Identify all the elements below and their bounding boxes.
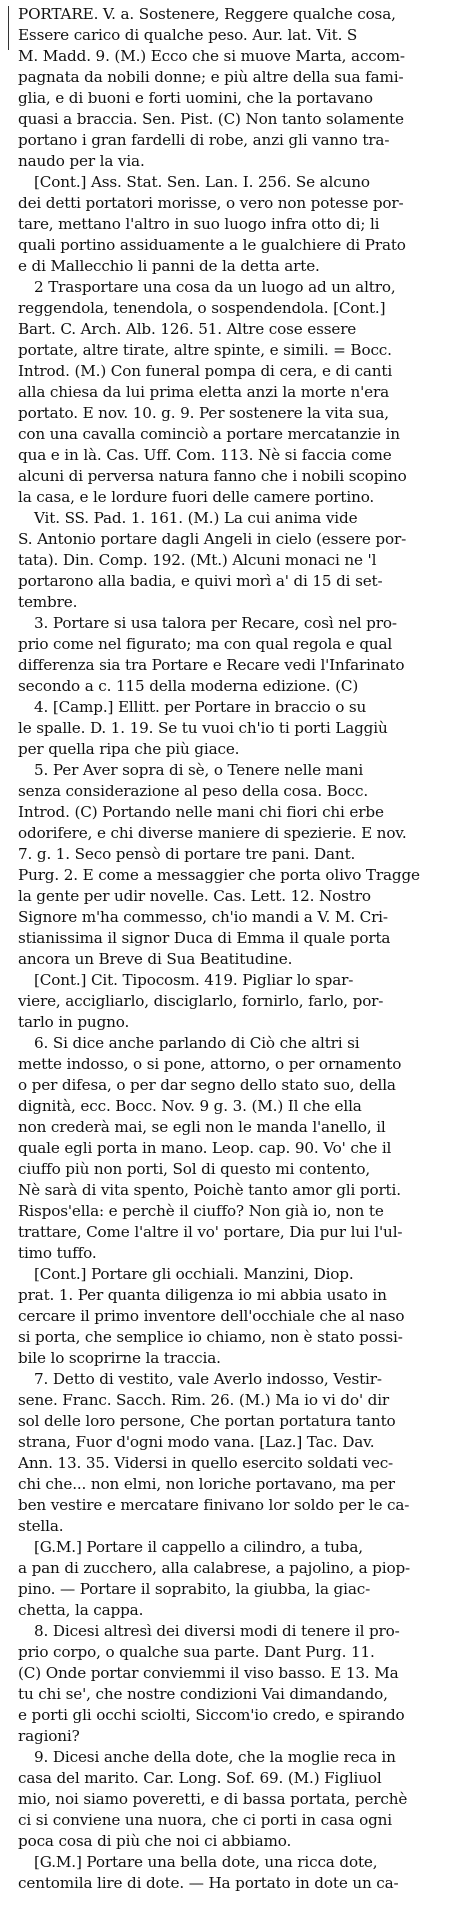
text-line: dei detti portatori morisse, o vero non potesse por- xyxy=(18,194,404,212)
text-line: portarono alla badia, e quivi morì a' di 15 di set- xyxy=(18,572,383,590)
text-line: sol delle loro persone, Che portan portatura tanto xyxy=(18,1412,396,1430)
text-line: portato. E nov. 10. g. 9. Per sostenere la vita sua, xyxy=(18,404,389,422)
text-line: prio corpo, o qualche sua parte. Dant Purg. 11. xyxy=(18,1643,375,1661)
text-line: centomila lire di dote. — Ha portato in dote un ca- xyxy=(18,1874,399,1892)
text-line: Essere carico di qualche peso. Aur. lat. Vit. S xyxy=(18,26,358,44)
text-line: 7. g. 1. Seco pensò di portare tre pani. Dant. xyxy=(18,845,356,863)
text-line: mio, noi siamo poveretti, e di bassa portata, perchè xyxy=(18,1790,408,1808)
text-line: 4. [Camp.] Ellitt. per Portare in braccio o su xyxy=(34,698,367,716)
text-line: a pan di zucchero, alla calabrese, a pajolino, a piop- xyxy=(18,1559,410,1577)
text-line: poca cosa di più che noi ci abbiamo. xyxy=(18,1832,292,1850)
text-line: pagnata da nobili donne; e più altre della sua fami- xyxy=(18,68,404,86)
text-line: secondo a c. 115 della moderna edizione. (C) xyxy=(18,677,359,695)
text-line: odorifere, e chi diverse maniere di spezierie. E nov. xyxy=(18,824,407,842)
text-line: tembre. xyxy=(18,593,78,611)
text-line: mette indosso, o si pone, attorno, o per ornamento xyxy=(18,1055,402,1073)
text-line: (C) Onde portar conviemmi il viso basso. E 13. Ma xyxy=(18,1664,399,1682)
text-line: naudo per la via. xyxy=(18,152,145,170)
text-line: ancora un Breve di Sua Beatitudine. xyxy=(18,950,293,968)
text-line: Signore m'ha commesso, ch'io mandi a V. M. Cri- xyxy=(18,908,388,926)
text-line: casa del marito. Car. Long. Sof. 69. (M.) Figliuol xyxy=(18,1769,382,1787)
text-line: Rispos'ella: e perchè il ciuffo? Non già io, non te xyxy=(18,1202,384,1220)
text-line: alcuni di perversa natura fanno che i nobili scopino xyxy=(18,467,407,485)
text-line: S. Antonio portare dagli Angeli in cielo (essere por- xyxy=(18,530,407,548)
text-line: 3. Portare si usa talora per Recare, così nel pro- xyxy=(34,614,397,632)
text-line: ragioni? xyxy=(18,1727,80,1745)
text-line: glia, e di buoni e forti uomini, che la portavano xyxy=(18,89,373,107)
text-line: Vit. SS. Pad. 1. 161. (M.) La cui anima vide xyxy=(34,509,358,527)
text-line: le spalle. D. 1. 19. Se tu vuoi ch'io ti porti Laggiù xyxy=(18,719,388,737)
text-line: Bart. C. Arch. Alb. 126. 51. Altre cose essere xyxy=(18,320,357,338)
text-line: Nè sarà di vita spento, Poichè tanto amor gli porti. xyxy=(18,1181,401,1199)
text-line: bile lo scoprirne la traccia. xyxy=(18,1349,221,1367)
text-line: differenza sia tra Portare e Recare vedi l'Infarinato xyxy=(18,656,405,674)
text-line: trattare, Come l'altre il vo' portare, Dia pur lui l'ul- xyxy=(18,1223,403,1241)
text-line: Introd. (M.) Con funeral pompa di cera, e di canti xyxy=(18,362,393,380)
text-line: ci si conviene una nuora, che ci porti in casa ogni xyxy=(18,1811,393,1829)
text-line: chi che... non elmi, non loriche portavano, ma per xyxy=(18,1475,395,1493)
text-line: stella. xyxy=(18,1517,64,1535)
text-line: [Cont.] Portare gli occhiali. Manzini, Diop. xyxy=(34,1265,354,1283)
text-line: alla chiesa da lui prima eletta anzi la morte n'era xyxy=(18,383,390,401)
text-line: timo tuffo. xyxy=(18,1244,97,1262)
text-line: qua e in là. Cas. Uff. Com. 113. Nè si faccia come xyxy=(18,446,392,464)
text-line: [Cont.] Cit. Tipocosm. 419. Pigliar lo spar- xyxy=(34,971,354,989)
text-line: si porta, che semplice io chiamo, non è stato possi- xyxy=(18,1328,403,1346)
text-line: tata). Din. Comp. 192. (Mt.) Alcuni monaci ne 'l xyxy=(18,551,377,569)
text-line: quali portino assiduamente a le gualchiere di Prato xyxy=(18,236,406,254)
text-line: la gente per udir novelle. Cas. Lett. 12. Nostro xyxy=(18,887,371,905)
text-line: 7. Detto di vestito, vale Averlo indosso, Vestir- xyxy=(34,1370,382,1388)
text-line: portano i gran fardelli di robe, anzi gli vanno tra- xyxy=(18,131,390,149)
text-line: la casa, e le lordure fuori delle camere portino. xyxy=(18,488,375,506)
text-line: M. Madd. 9. (M.) Ecco che si muove Marta, accom- xyxy=(18,47,405,65)
text-line: o per difesa, o per dar segno dello stato suo, della xyxy=(18,1076,396,1094)
text-line: quale egli porta in mano. Leop. cap. 90. Vo' che il xyxy=(18,1139,392,1157)
text-line: strana, Fuor d'ogni modo vana. [Laz.] Tac. Dav. xyxy=(18,1433,375,1451)
text-line: 6. Si dice anche parlando di Ciò che altri si xyxy=(34,1034,360,1052)
text-line: 8. Dicesi altresì dei diversi modi di tenere il pro- xyxy=(34,1622,400,1640)
text-line: chetta, la cappa. xyxy=(18,1601,144,1619)
text-line: cercare il primo inventore dell'occhiale che al naso xyxy=(18,1307,405,1325)
text-line: [Cont.] Ass. Stat. Sen. Lan. I. 256. Se alcuno xyxy=(34,173,370,191)
text-line: sene. Franc. Sacch. Rim. 26. (M.) Ma io vi do' dir xyxy=(18,1391,390,1409)
text-line: ben vestire e mercatare finivano lor soldo per le ca- xyxy=(18,1496,410,1514)
text-line: non crederà mai, se egli non le manda l'anello, il xyxy=(18,1118,386,1136)
dictionary-entry-portare xyxy=(18,4,456,1894)
text-line: per quella ripa che più giace. xyxy=(18,740,240,758)
text-line: dignità, ecc. Bocc. Nov. 9 g. 3. (M.) Il che ella xyxy=(18,1097,362,1115)
text-line: pino. — Portare il soprabito, la giubba, la giac- xyxy=(18,1580,371,1598)
text-line: 2 Trasportare una cosa da un luogo ad un altro, xyxy=(34,278,396,296)
text-line: reggendola, tenendola, o sospendendola. [Cont.] xyxy=(18,299,386,317)
text-line: stianissima il signor Duca di Emma il quale porta xyxy=(18,929,391,947)
text-line: quasi a braccia. Sen. Pist. (C) Non tanto solamente xyxy=(18,110,404,128)
text-line: e di Mallecchio li panni de la detta arte. xyxy=(18,257,320,275)
text-line: tare, mettano l'altro in suo luogo infra otto di; li xyxy=(18,215,380,233)
text-line: 5. Per Aver sopra di sè, o Tenere nelle mani xyxy=(34,761,364,779)
text-line: ciuffo più non porti, Sol di questo mi contento, xyxy=(18,1160,371,1178)
text-line: [G.M.] Portare una bella dote, una ricca dote, xyxy=(34,1853,378,1871)
text-line: 9. Dicesi anche della dote, che la moglie reca in xyxy=(34,1748,396,1766)
text-line: viere, accigliarlo, disciglarlo, fornirlo, farlo, por- xyxy=(18,992,384,1010)
text-line: prat. 1. Per quanta diligenza io mi abbia usato in xyxy=(18,1286,387,1304)
text-line: Introd. (C) Portando nelle mani chi fiori chi erbe xyxy=(18,803,384,821)
text-line: tarlo in pugno. xyxy=(18,1013,130,1031)
text-line: prio come nel figurato; ma con qual regola e qual xyxy=(18,635,393,653)
text-line: Purg. 2. E come a messaggier che porta olivo Tragge xyxy=(18,866,420,884)
text-line: tu chi se', che nostre condizioni Vai dimandando, xyxy=(18,1685,388,1703)
text-line: con una cavalla cominciò a portare mercatanzie in xyxy=(18,425,400,443)
text-line: e porti gli occhi sciolti, Siccom'io credo, e spirando xyxy=(18,1706,405,1724)
margin-rule xyxy=(8,6,9,50)
text-line: [G.M.] Portare il cappello a cilindro, a tuba, xyxy=(34,1538,363,1556)
text-line: Ann. 13. 35. Vidersi in quello esercito soldati vec- xyxy=(18,1454,394,1472)
text-line: portate, altre tirate, altre spinte, e simili. = Bocc. xyxy=(18,341,392,359)
text-line: senza considerazione al peso della cosa. Bocc. xyxy=(18,782,369,800)
text-line: PORTARE. V. a. Sostenere, Reggere qualche cosa, xyxy=(18,5,396,23)
